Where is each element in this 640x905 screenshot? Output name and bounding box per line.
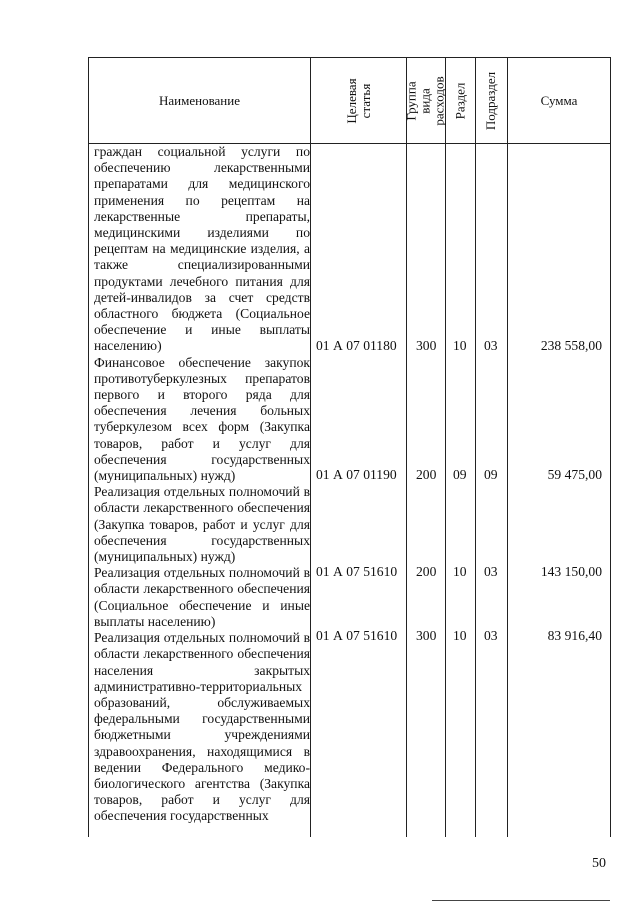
row-text: Реализация отдельных полномочий в области лекарственного обеспечения (Социальное обеспечение и иные выплаты населению): [94, 565, 310, 629]
row-subsection: 03: [484, 564, 498, 579]
column-border: [610, 57, 611, 837]
header-sum: Сумма: [540, 92, 578, 108]
page-number: 50: [592, 856, 606, 871]
row-text: Реализация отдельных полномочий в области лекарственного обеспечения населения закрытых административно-территориальных образований, обслуживаемых федеральными государственными бюджетными учреждениями здравоохранения, находящимися в ведении Федерального медико-биологического агентства (Закупка товаров, работ и услуг для обеспечения государственных: [94, 630, 310, 824]
row-text: Реализация отдельных полномочий в области лекарственного обеспечения (Закупка товаров, работ и услуг для обеспечения государственных (муниципальных) нужд): [94, 484, 310, 565]
row-text: Финансовое обеспечение закупок противотуберкулезных препаратов первого и второго ряда для обеспечения лечения больных туберкулезом всех форм (Закупка товаров, работ и услуг для обеспечения государственных (муниципальных) нужд): [94, 354, 310, 484]
row-sum: 59 475,00: [547, 467, 602, 482]
row-group: 300: [416, 338, 437, 353]
row-sum: 83 916,40: [547, 628, 602, 643]
header-expense-group: [404, 58, 447, 143]
row-subsection: 03: [484, 338, 498, 353]
row-sum: 143 150,00: [540, 564, 602, 579]
row-section: 09: [453, 467, 467, 482]
footer-rule: [432, 900, 610, 901]
row-section: 10: [453, 564, 467, 579]
header-expense-group-label: Группа вида расходов: [404, 75, 447, 126]
header-subsection: [476, 58, 507, 143]
row-article: 01 А 07 01190: [316, 467, 397, 482]
header-name: Наименование: [159, 92, 240, 108]
column-border: [475, 57, 476, 837]
header-target-article-label: Целевая статья: [343, 77, 373, 124]
header-target-article: [311, 58, 406, 143]
column-border: [445, 57, 446, 837]
row-section: 10: [453, 338, 467, 353]
row-section: 10: [453, 628, 467, 643]
column-border: [406, 57, 407, 837]
header-subsection-label: Подраздел: [483, 71, 499, 130]
row-group: 300: [416, 628, 437, 643]
header-section: [446, 58, 475, 143]
row-group: 200: [416, 467, 437, 482]
row-subsection: 09: [484, 467, 498, 482]
row-sum: 238 558,00: [540, 338, 602, 353]
column-border: [88, 57, 89, 837]
header-section-label: Раздел: [452, 82, 468, 119]
column-border: [310, 57, 311, 837]
row-subsection: 03: [484, 628, 498, 643]
row-article: 01 А 07 51610: [316, 564, 398, 579]
name-column: [94, 144, 310, 825]
row-article: 01 А 07 01180: [316, 338, 397, 353]
row-group: 200: [416, 564, 437, 579]
column-border: [507, 57, 508, 837]
row-article: 01 А 07 51610: [316, 628, 398, 643]
row-text: граждан социальной услуги по обеспечению лекарственными препаратами для медицинского применения по рецептам на лекарственные препараты, медицинскими изделиями по рецептам на медицинские изделия, а также специализированными продуктами лечебного питания для детей-инвалидов за счет средств областного бюджета (Социальное обеспечение и иные выплаты населению): [94, 144, 310, 354]
